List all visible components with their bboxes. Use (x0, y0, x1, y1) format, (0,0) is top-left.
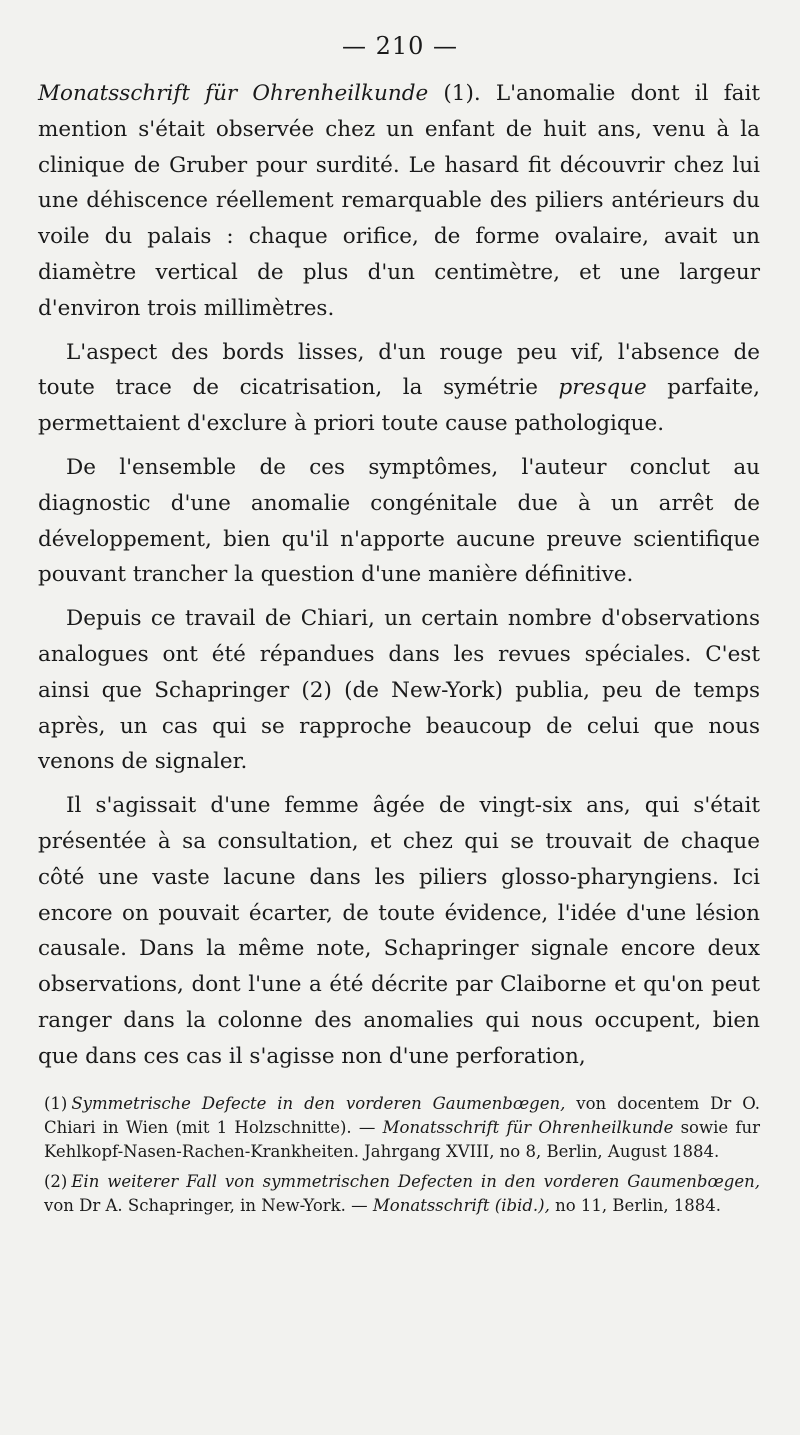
footnote-1 (44, 1092, 760, 1164)
footnote-2-journal: Monatsschrift (ibid.), (372, 1196, 550, 1215)
footnote-2-number: (2) (44, 1172, 68, 1191)
body-text (38, 76, 760, 1083)
footnotes (44, 1092, 760, 1224)
footnote-1-title: Symmetrische Defecte in den vorderen Gaumenbœgen, (71, 1094, 566, 1113)
paragraph-3: De l'ensemble de ces symptômes, l'auteur conclut au diagnostic d'une anomalie congénitale due à un arrêt de développement, bien qu'il n'apporte aucune preuve scientifique pouvant trancher la question d'une manière définitive. (38, 454, 760, 588)
paragraph-1-text: (1). L'anomalie dont il fait mention s'était observée chez un enfant de huit ans, venu à la clinique de Gruber pour surdité. Le hasard fit découvrir chez lui une déhiscence réellement remarquable des piliers antérieurs du voile du palais : chaque orifice, de forme ovalaire, avait un diamètre vertical de plus d'un centimètre, et une largeur d'environ trois millimètres. (38, 81, 760, 321)
footnote-2-details: no 11, Berlin, 1884. (549, 1196, 722, 1215)
paragraph-5: Il s'agissait d'une femme âgée de vingt-six ans, qui s'était présentée à sa consultation, et chez qui se trouvait de chaque côté une vaste lacune dans les piliers glosso-pharyngiens. Ici encore on pouvait écarter, de toute évidence, l'idée d'une lésion causale. Dans la même note, Schapringer signale encore deux observations, dont l'une a été décrite par Claiborne et qu'on peut ranger dans la colonne des anomalies qui nous occupent, bien que dans ces cas il s'agisse non d'une perforation, (38, 793, 760, 1069)
footnote-1-details: sowie fur Kehlkopf-Nasen-Rachen-Krankheiten. Jahrgang XVIII, no 8, Berlin, August 1884. (44, 1118, 761, 1161)
footnote-2 (44, 1170, 760, 1218)
paragraph-2 (38, 335, 760, 442)
footnote-1-author: von docentem Dr O. Chiari in Wien (mit 1 Holzschnitte). — (44, 1094, 760, 1137)
paragraph-2-text-b: parfaite, permettaient d'exclure à priori toute cause pathologique. (38, 375, 760, 437)
page-number: — 210 — (341, 32, 459, 60)
paragraph-1 (38, 76, 760, 327)
paragraph-2-text-a: L'aspect des bords lisses, d'un rouge peu vif, l'absence de toute trace de cicatrisation, la symétrie (38, 339, 760, 401)
footnote-2-title: Ein weiterer Fall von symmetrischen Defecten in den vorderen Gaumenbœgen, (71, 1172, 760, 1191)
footnote-2-author: von Dr A. Schapringer, in New-York. — (44, 1196, 373, 1215)
paragraph-4: Depuis ce travail de Chiari, un certain nombre d'observations analogues ont été répandues dans les revues spéciales. C'est ainsi que Schapringer (2) (de New-York) publia, peu de temps après, un cas qui se rapproche beaucoup de celui que nous venons de signaler. (38, 606, 760, 775)
footnote-1-journal: Monatsschrift für Ohrenheilkunde (382, 1118, 674, 1137)
footnote-1-number: (1) (44, 1094, 68, 1113)
journal-reference: Monatsschrift für Ohrenheilkunde (38, 81, 429, 106)
emphasis-presque: presque (558, 375, 647, 401)
